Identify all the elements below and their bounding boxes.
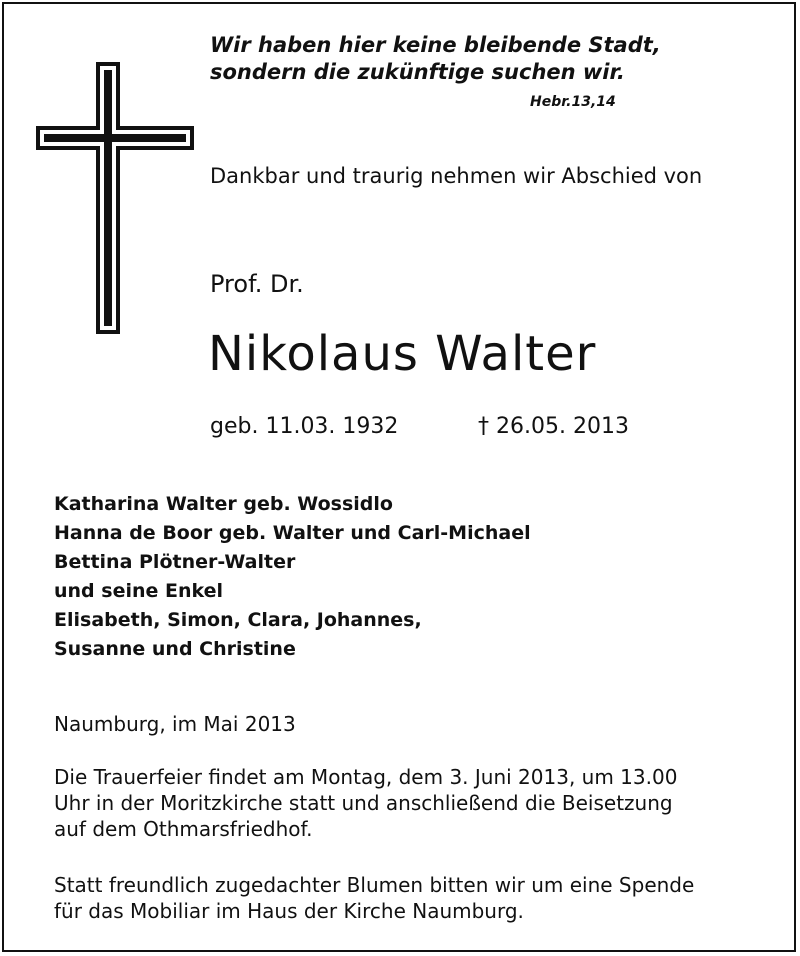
mourner-line: Katharina Walter geb. Wossidlo [54,493,393,515]
death-date: † 26.05. 2013 [478,414,629,439]
mourner-line: und seine Enkel [54,580,224,602]
cross-icon [36,62,194,334]
mourner-line: Hanna de Boor geb. Walter und Carl-Michael [54,522,531,544]
mourner-line: Elisabeth, Simon, Clara, Johannes, [54,609,422,631]
mourners-list [54,490,531,664]
birth-date: geb. 11.03. 1932 [210,414,399,439]
verse-reference: Hebr.13,14 [530,94,616,110]
donation-line: für das Mobiliar im Haus der Kirche Naumburg. [54,899,524,923]
farewell-intro: Dankbar und traurig nehmen wir Abschied von [210,164,703,188]
mourner-line: Susanne und Christine [54,638,296,660]
funeral-line: auf dem Othmarsfriedhof. [54,817,313,841]
deceased-name: Nikolaus Walter [208,326,597,382]
bible-verse [210,32,661,86]
verse-line: sondern die zukünftige suchen wir. [210,60,625,84]
academic-title: Prof. Dr. [210,270,304,298]
verse-line: Wir haben hier keine bleibende Stadt, [210,33,661,57]
donation-info [54,872,784,924]
funeral-line: Uhr in der Moritzkirche statt und anschließend die Beisetzung [54,791,673,815]
place-date: Naumburg, im Mai 2013 [54,712,296,736]
mourner-line: Bettina Plötner-Walter [54,551,296,573]
donation-line: Statt freundlich zugedachter Blumen bitten wir um eine Spende [54,873,695,897]
funeral-line: Die Trauerfeier findet am Montag, dem 3. Juni 2013, um 13.00 [54,765,678,789]
funeral-info [54,764,784,842]
